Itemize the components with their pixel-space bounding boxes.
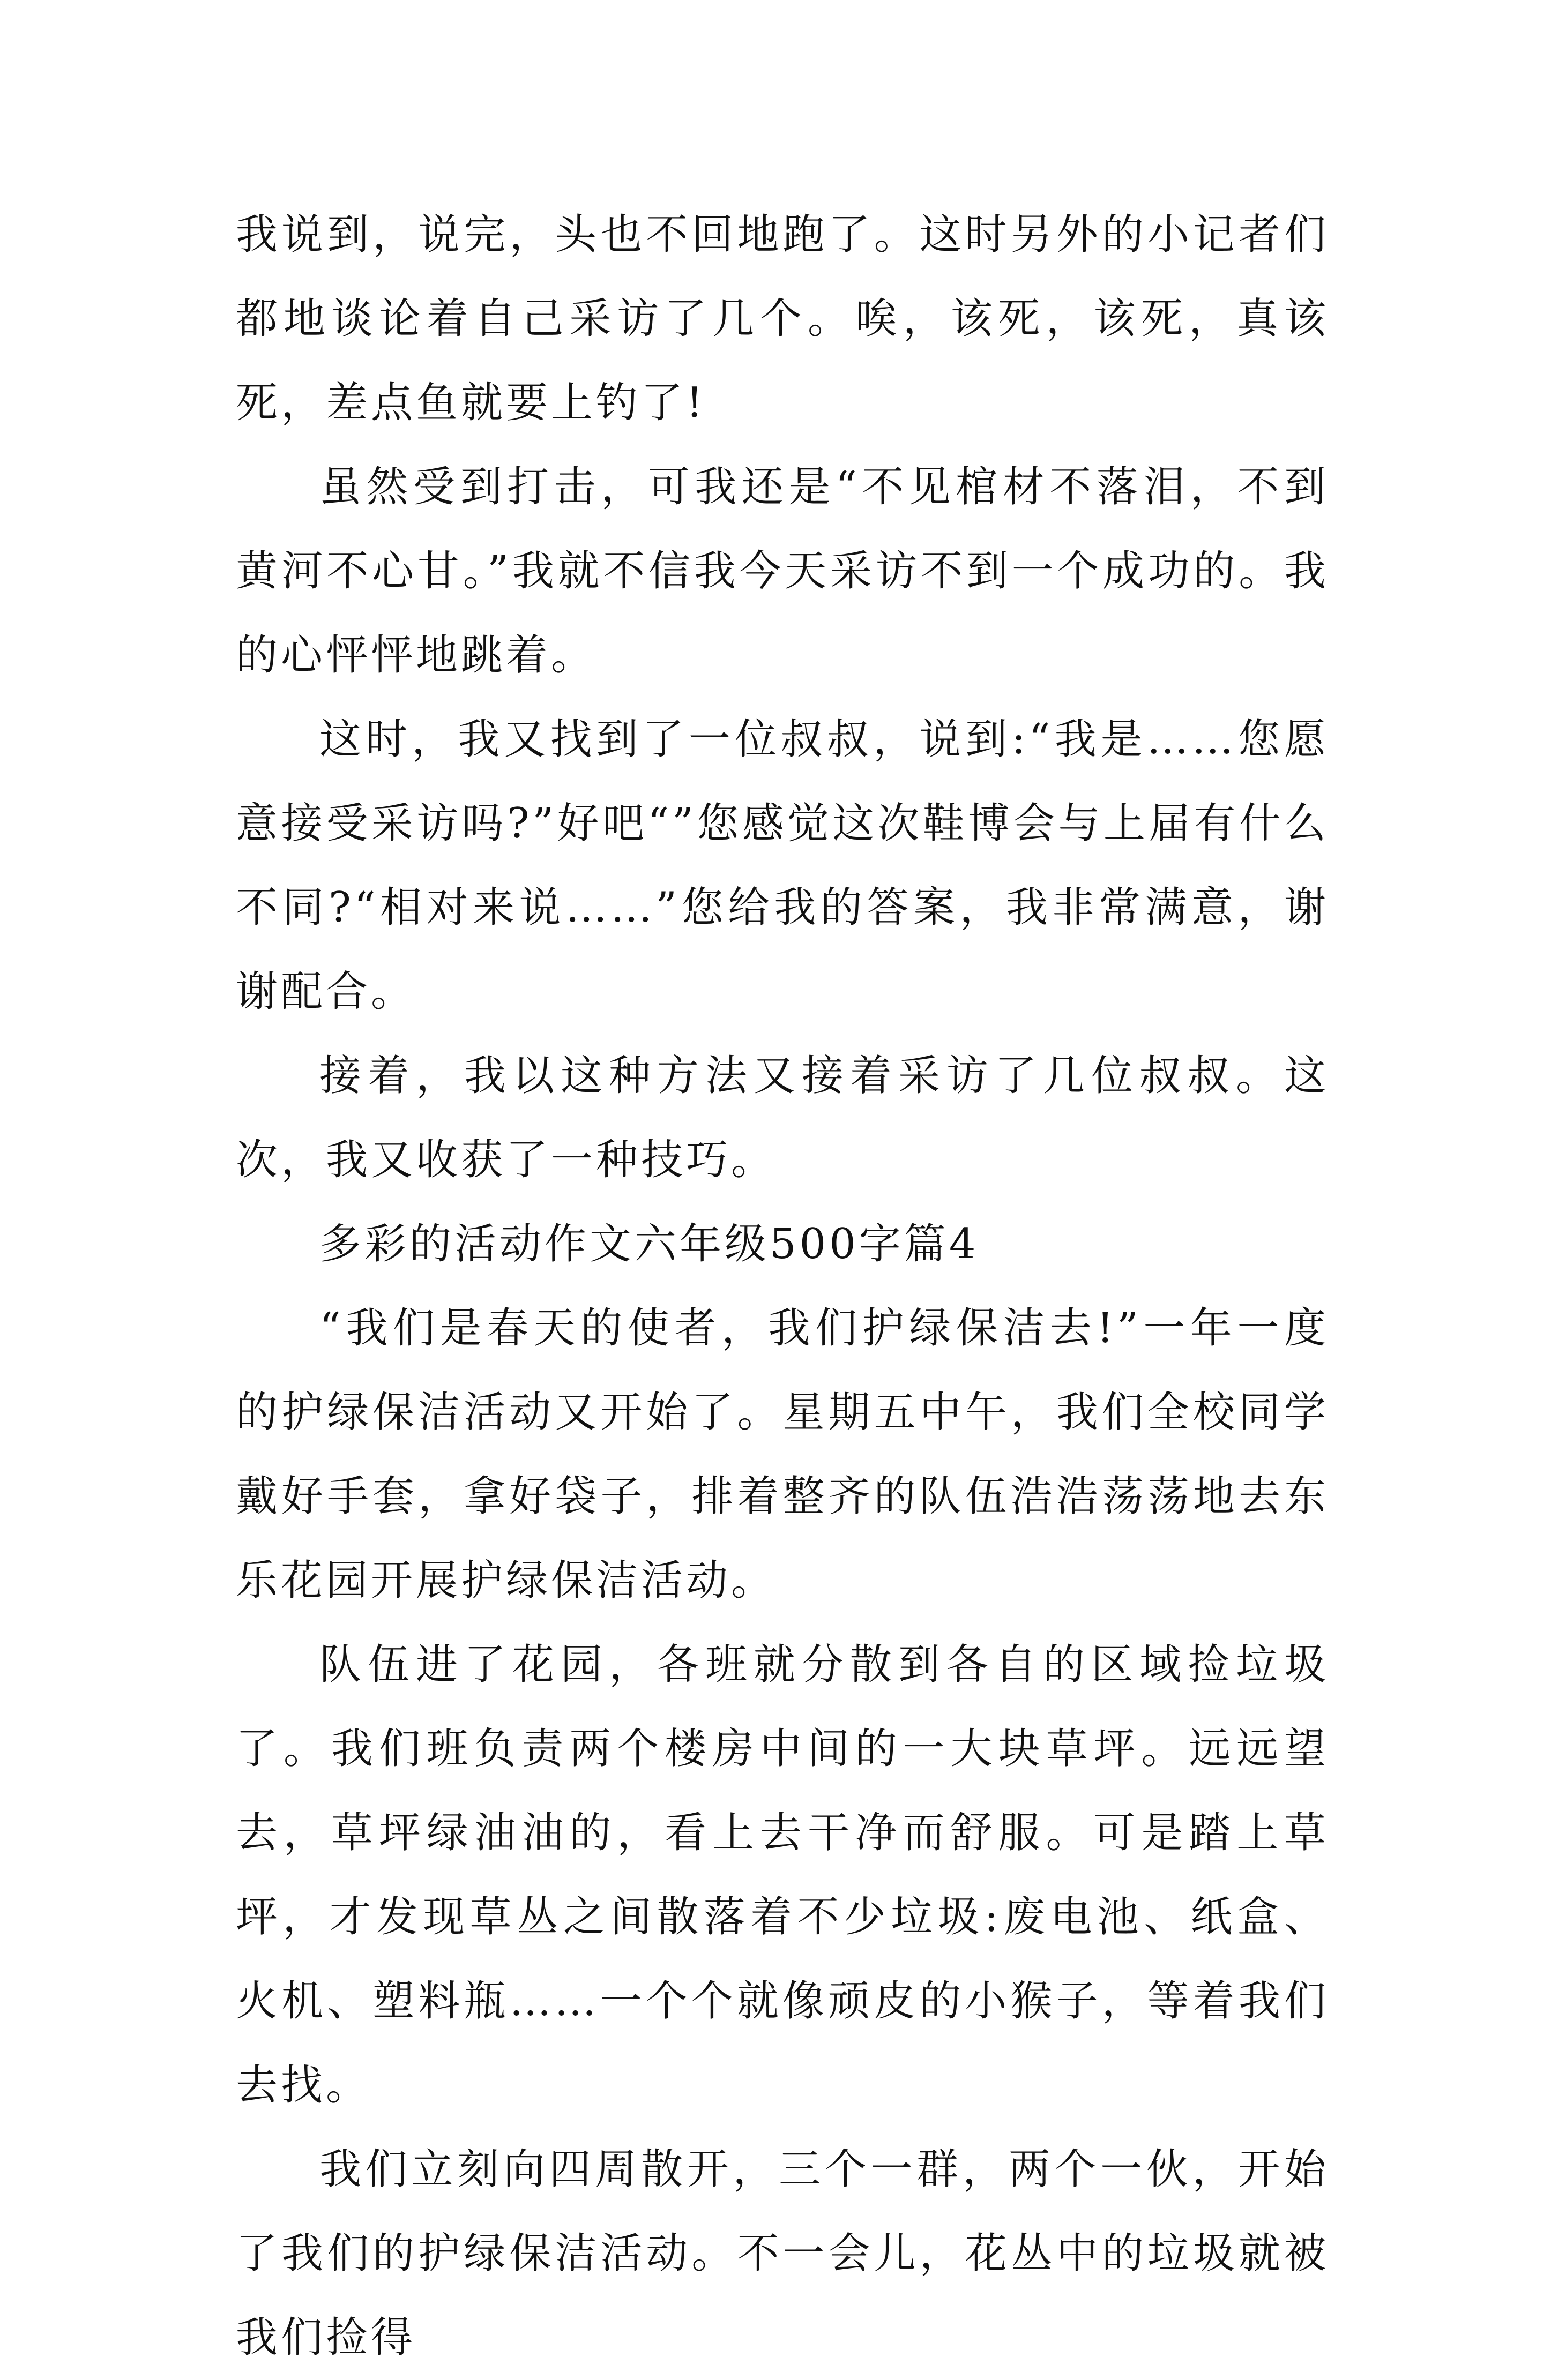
paragraph-7: 我们立刻向四周散开，三个一群，两个一伙，开始了我们的护绿保洁活动。不一会儿，花丛中的垃圾就被我们捡得 — [236, 2145, 1329, 2362]
paragraph-2: 虽然受到打击，可我还是“不见棺材不落泪，不到黄河不心甘。”我就不信我今天采访不到一个成功的。我的心怦怦地跳着。 — [236, 463, 1329, 679]
paragraph-6: 队伍进了花园，各班就分散到各自的区域捡垃圾了。我们班负责两个楼房中间的一大块草坪。远远望去，草坪绿油油的，看上去干净而舒服。可是踏上草坪，才发现草丛之间散落着不少垃圾:废电池、纸盒、火机、塑料瓶……一个个就像顽皮的小猴子，等着我们去找。 — [236, 1641, 1329, 2109]
body-text — [236, 193, 1329, 2380]
paragraph-4: 接着，我以这种方法又接着采访了几位叔叔。这次，我又收获了一种技巧。 — [236, 1052, 1329, 1184]
paragraph-1: 我说到，说完，头也不回地跑了。这时另外的小记者们都地谈论着自己采访了几个。唉，该死，该死，真该死，差点鱼就要上钓了! — [236, 211, 1329, 427]
paragraph-3: 这时，我又找到了一位叔叔，说到:“我是……您愿意接受采访吗?”好吧“”您感觉这次鞋博会与上届有什么不同?“相对来说……”您给我的答案，我非常满意，谢谢配合。 — [236, 715, 1329, 1016]
paragraph-5: “我们是春天的使者，我们护绿保洁去!”一年一度的护绿保洁活动又开始了。星期五中午，我们全校同学戴好手套，拿好袋子，排着整齐的队伍浩浩荡荡地去东乐花园开展护绿保洁活动。 — [236, 1304, 1329, 1605]
section-heading: 多彩的活动作文六年级500字篇4 — [319, 1220, 979, 1268]
